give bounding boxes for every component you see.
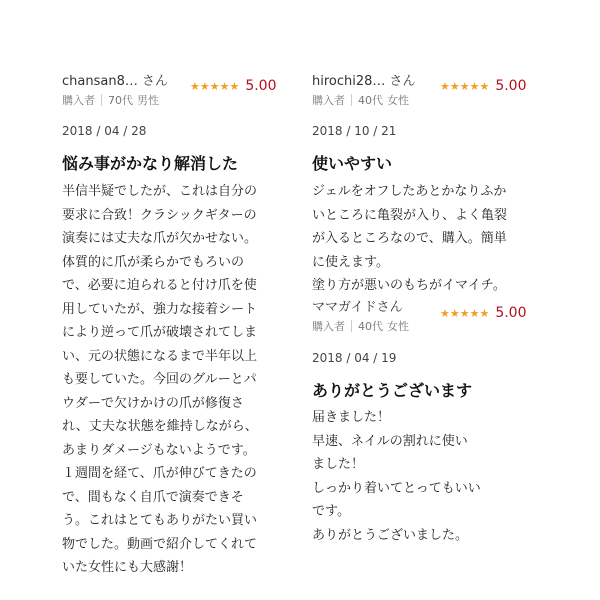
reviewer-role: 購入者 — [312, 94, 345, 107]
review-date: 2018 / 04 / 19 — [312, 351, 397, 365]
reviewer-gender: 女性 — [387, 320, 409, 333]
review-body-line: により逆って爪が破壊されてしま — [62, 325, 258, 340]
reviewer-age: 40代 — [358, 320, 383, 333]
reviewer-meta — [312, 92, 409, 108]
review-body-line: いた女性にも大感謝！ — [62, 560, 193, 575]
review-body — [312, 180, 507, 298]
meta-divider — [351, 94, 352, 106]
review-body-line: ありがとうございました。 — [312, 527, 469, 543]
rating-score: 5.00 — [495, 305, 527, 321]
review-body-line: １週間を経て、爪が伸びてきたの — [62, 466, 257, 481]
review-body-line: れ、丈夫な状態を維持しながら、 — [62, 419, 258, 434]
rating — [440, 305, 526, 321]
review-body-line: 物でした。動画で紹介してくれて — [62, 536, 258, 552]
review-body-line: ジェルをオフしたあとかなりふか — [312, 184, 507, 199]
meta-divider — [101, 94, 102, 106]
review-body — [62, 180, 258, 580]
review-title: 悩み事がかなり解消した — [62, 154, 239, 173]
review-date: 2018 / 10 / 21 — [312, 124, 397, 138]
reviewer-name[interactable]: chansan8… さん — [62, 74, 168, 89]
reviewer-age: 70代 — [108, 94, 133, 107]
rating-score: 5.00 — [495, 78, 527, 94]
reviewer-name[interactable]: ママガイドさん — [312, 300, 403, 315]
reviewer-meta — [312, 318, 409, 334]
review-body-line: しっかり着いてとってもいい — [312, 480, 481, 496]
review-body-line: です。 — [312, 504, 350, 519]
review-body-line: に使えます。 — [312, 254, 389, 270]
star-rating-icon: ★★★★★ — [440, 79, 490, 93]
rating — [190, 78, 276, 94]
review-body — [312, 406, 481, 547]
rating-score: 5.00 — [245, 78, 277, 94]
review-body-line: 早速、ネイルの割れに使い — [312, 433, 468, 449]
review-title: 使いやすい — [312, 154, 393, 173]
review-body-line: で、必要に迫られると付け爪を使 — [62, 278, 257, 293]
reviewer-role: 購入者 — [312, 320, 345, 333]
review-body-line: 塗り方が悪いのもちがイマイチ。 — [312, 278, 506, 293]
review-body-line: ました！ — [312, 457, 365, 472]
review-body-line: いところに亀裂が入り、よく亀裂 — [312, 207, 508, 223]
review-body-line: 届きました！ — [312, 410, 391, 425]
review-body-line: で、間もなく自爪で演奏できそ — [62, 489, 244, 505]
review-body-line: が入るところなので、購入。簡単 — [312, 231, 507, 246]
review-body-line: い、元の状態になるまで半年以上 — [62, 348, 258, 364]
review-body-line: も要していた。今回のグルーとパ — [62, 372, 257, 387]
review-body-line: 演奏には丈夫な爪が欠かせない。 — [62, 231, 258, 246]
review-body-line: あまりダメージもないようです。 — [62, 442, 256, 458]
reviewer-role: 購入者 — [62, 94, 95, 107]
reviewer-age: 40代 — [358, 94, 383, 107]
review-body-line: 体質的に爪が柔らかでもろいの — [62, 254, 245, 270]
review-title: ありがとうございます — [312, 381, 473, 400]
review-body-line: 半信半疑でしたが、これは自分の — [62, 184, 258, 199]
reviewer-meta — [62, 92, 159, 108]
rating — [440, 78, 526, 94]
review-body-line: ウダーで欠けかけの爪が修復さ — [62, 395, 244, 411]
review-body-line: 用していたが、強力な接着シート — [62, 301, 258, 317]
review-date: 2018 / 04 / 28 — [62, 124, 147, 138]
meta-divider — [351, 320, 352, 332]
reviewer-gender: 男性 — [137, 94, 159, 107]
star-rating-icon: ★★★★★ — [440, 306, 490, 320]
review-body-line: 要求に合致！クラシックギターの — [62, 207, 257, 223]
reviewer-gender: 女性 — [387, 94, 409, 107]
reviewer-name[interactable]: hirochi28… さん — [312, 74, 416, 89]
star-rating-icon: ★★★★★ — [190, 79, 240, 93]
review-body-line: う。これはとてもありがたい買い — [62, 513, 258, 528]
